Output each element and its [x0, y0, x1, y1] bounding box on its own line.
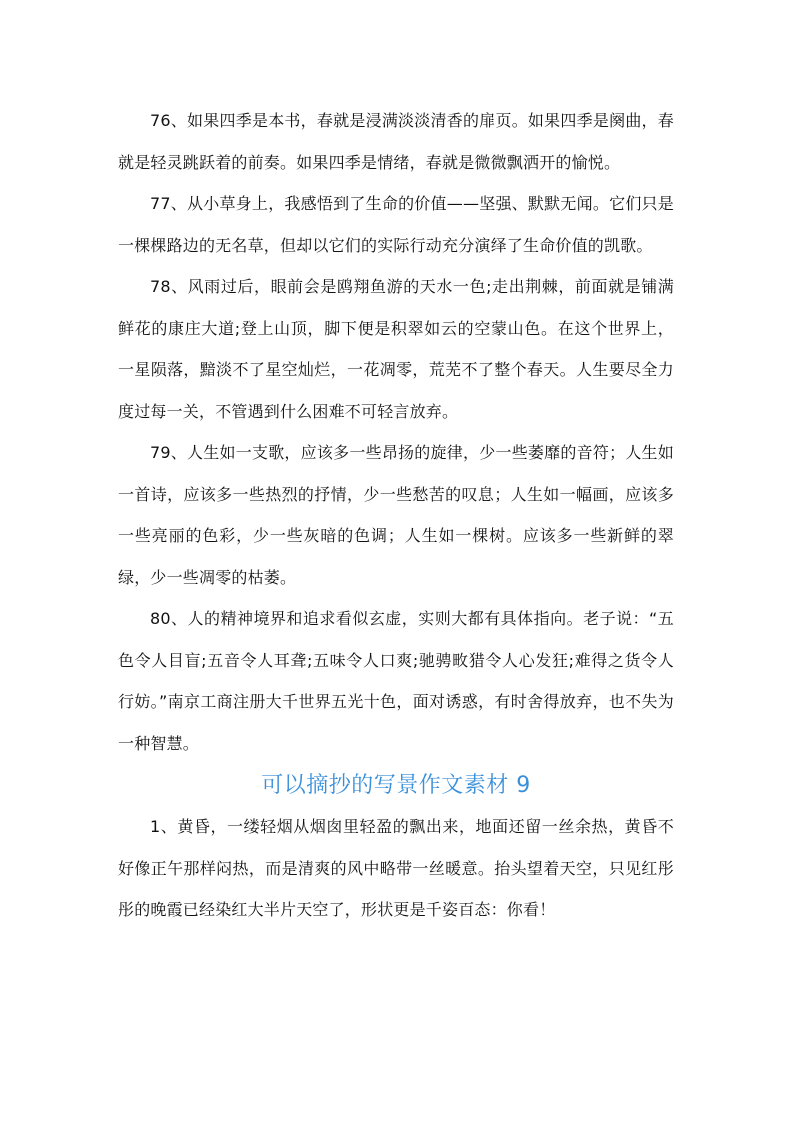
document-body: [118, 100, 674, 931]
paragraph-1: 1、黄昏，一缕轻烟从烟囱里轻盈的飘出来，地面还留一丝余热，黄昏不好像正午那样闷热，而是清爽的风中略带一丝暖意。抬头望着天空，只见红彤彤的晚霞已经染红大半片天空了，形状更是千姿百态：你看！: [118, 817, 674, 919]
paragraph-77: 77、从小草身上，我感悟到了生命的价值——坚强、默默无闻。它们只是一棵棵路边的无名草，但却以它们的实际行动充分演绎了生命价值的凯歌。: [118, 194, 674, 255]
paragraph-79: 79、人生如一支歌，应该多一些昂扬的旋律，少一些萎靡的音符；人生如一首诗，应该多一些热烈的抒情，少一些愁苦的叹息；人生如一幅画，应该多一些亮丽的色彩，少一些灰暗的色调；人生如一棵树。应该多一些新鲜的翠绿，少一些凋零的枯萎。: [118, 443, 674, 587]
paragraph-76: 76、如果四季是本书，春就是浸满淡淡清香的扉页。如果四季是阕曲，春就是轻灵跳跃着的前奏。如果四季是情绪，春就是微微飘洒开的愉悦。: [118, 111, 674, 172]
section-heading: 可以摘抄的写景作文素材 9: [261, 773, 531, 798]
paragraph-80: 80、人的精神境界和追求看似玄虚，实则大都有具体指向。老子说：“五色令人目盲;五音令人耳聋;五味令人口爽;驰骋畋猎令人心发狂;难得之货令人行妨。”南京工商注册大千世界五光十色，面对诱惑，有时舍得放弃，也不失为一种智慧。: [118, 609, 674, 753]
paragraph-78: 78、风雨过后，眼前会是鸥翔鱼游的天水一色;走出荆棘，前面就是铺满鲜花的康庄大道;登上山顶，脚下便是积翠如云的空蒙山色。在这个世界上，一星陨落，黯淡不了星空灿烂，一花凋零，荒芜不了整个春天。人生要尽全力度过每一关，不管遇到什么困难不可轻言放弃。: [118, 277, 674, 421]
